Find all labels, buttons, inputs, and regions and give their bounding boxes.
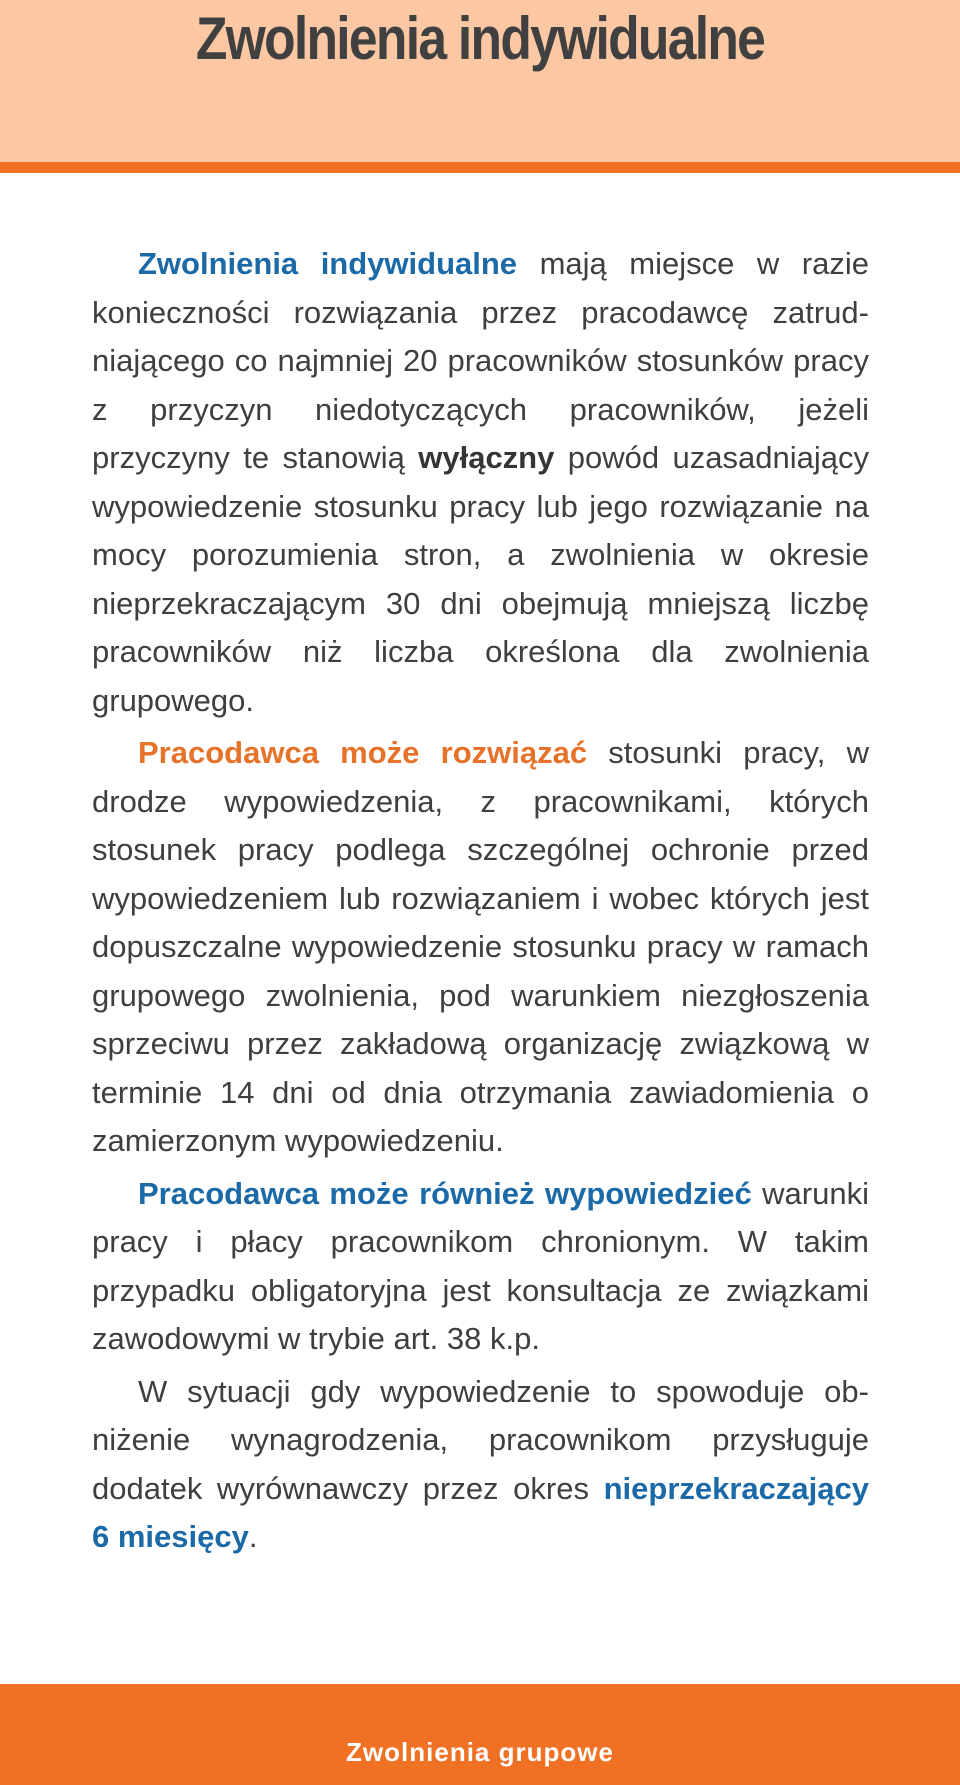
paragraph-text: mają miejsce w razie konieczności rozwiązania przez pracodawcę zatrudniającego co najmniej 20 pracowników stosunków pracy z przyczyn niedotyczących pracowników, jeżeli przyczyny te stanowią — [92, 246, 869, 475]
highlight-term: Pracodawca może również wypowiedzieć — [138, 1175, 752, 1211]
paragraph-text: warunki pracy i płacy pracownikom chronionym. W takim przypadku obligatoryjna jest konsultacja ze związkami zawodowymi w trybie art. 38 k.p. — [92, 1175, 869, 1356]
highlight-term: nieprzekraczający 6 miesięcy — [92, 1470, 869, 1554]
page-header — [0, 0, 960, 173]
paragraph-employer-may-terminate — [92, 729, 869, 1166]
paragraph-compensation-allowance — [92, 1368, 869, 1562]
paragraph-text: powód uzasadniający wypowiedzenie stosunku pracy lub jego rozwiązanie na mocy porozumienia stron, a zwolnienia w okresie nieprzekraczającym 30 dni obejmują mniejszą liczbę pracowników niż liczba określona dla zwolnienia grupowego. — [92, 440, 869, 718]
paragraph-employer-may-change-terms — [92, 1170, 869, 1364]
article-body — [92, 240, 869, 1566]
next-section-label: Zwolnienia grupowe — [346, 1737, 614, 1767]
page-title: Zwolnienia indywidualne — [195, 5, 765, 72]
paragraph-text: W sytuacji gdy wypowiedzenie to spowoduje obniżenie wynagrodzenia, pracownikom przysługuje dodatek wyrównawczy przez okres — [92, 1373, 869, 1506]
highlight-term: Zwolnienia indywidualne — [138, 246, 518, 281]
highlight-term: Pracodawca może rozwiązać — [138, 735, 588, 770]
page-footer — [0, 1684, 960, 1785]
paragraph-text: stosunki pracy, w drodze wypowiedzenia, z pracownikami, których stosunek pracy podlega szczególnej ochronie przed wypowiedzeniem lub rozwiązaniem i wobec których jest dopuszczalne wypowiedzenie stosunku pracy w ramach grupowego zwolnienia, pod warunkiem niezgłoszenia sprzeciwu przez zakładową organizację związkową w terminie 14 dni od dnia otrzymania zawiadomienia o zamierzonym wypowiedzeniu. — [92, 735, 869, 1158]
paragraph-individual-dismissals — [92, 240, 869, 725]
emphasis-term: wyłączny — [418, 440, 555, 475]
paragraph-end: . — [248, 1519, 258, 1554]
